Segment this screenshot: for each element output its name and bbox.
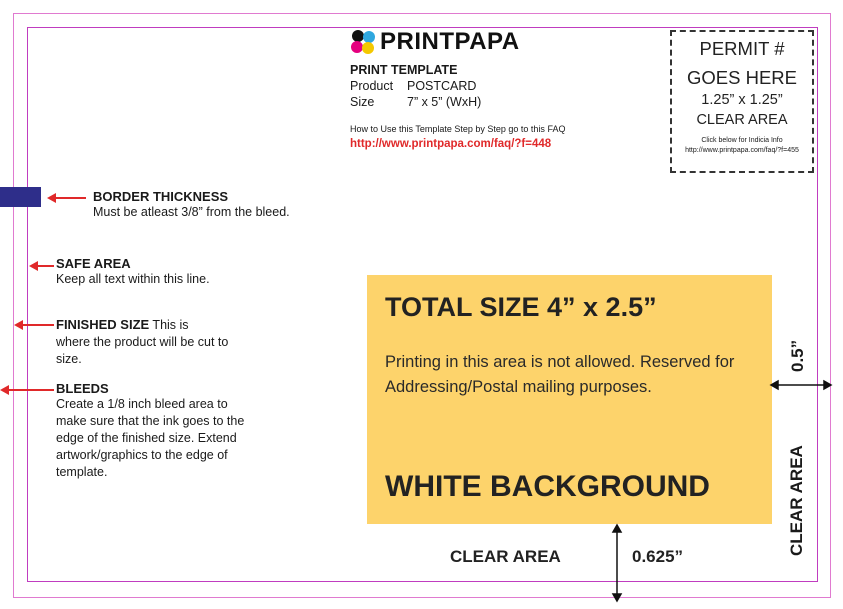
howto-text: How to Use this Template Step by Step go to this FAQ xyxy=(350,124,566,134)
right-measure: 0.5” xyxy=(788,339,807,372)
faq-link[interactable]: http://www.printpapa.com/faq/?f=448 xyxy=(350,138,552,150)
bleeds-title: BLEEDS xyxy=(56,381,109,396)
product-label: Product xyxy=(350,79,394,93)
permit-line4: CLEAR AREA xyxy=(696,112,788,128)
right-arrow-left xyxy=(771,381,778,389)
white-background-label: WHITE BACKGROUND xyxy=(385,470,710,503)
permit-line3: 1.25” x 1.25” xyxy=(701,92,783,108)
print-template-title: PRINT TEMPLATE xyxy=(350,63,458,77)
address-area-text: Printing in this area is not allowed. Reserved for Addressing/Postal mailing purposes. xyxy=(385,353,735,396)
permit-line1: PERMIT # xyxy=(699,38,785,59)
bleeds-text: Create a 1/8 inch bleed area to make sure that the ink goes to the edge of the finished size. Extend artwork/graphics to the edge of template. xyxy=(56,397,245,479)
border-title: BORDER THICKNESS xyxy=(93,189,229,204)
clear-area-bottom: CLEAR AREA xyxy=(450,547,561,566)
permit-note: Click below for Indicia Info xyxy=(701,137,783,144)
finished-title: FINISHED SIZE xyxy=(56,317,150,332)
logo-text: PRINTPAPA xyxy=(380,28,520,55)
bottom-arrow-down xyxy=(613,594,621,601)
clear-area-right: CLEAR AREA xyxy=(787,445,806,556)
permit-url[interactable]: http://www.printpapa.com/faq/?f=455 xyxy=(685,147,799,154)
address-area-title: TOTAL SIZE 4” x 2.5” xyxy=(385,292,657,322)
right-arrow-right xyxy=(824,381,831,389)
bottom-arrow-up xyxy=(613,525,621,532)
finished-text: where the product will be cut to size. xyxy=(56,335,229,366)
safe-title: SAFE AREA xyxy=(56,256,131,271)
safe-text: Keep all text within this line. xyxy=(56,272,210,286)
product-value: POSTCARD xyxy=(407,79,477,93)
finished-inline: This is xyxy=(149,318,189,332)
size-value: 7” x 5” (WxH) xyxy=(407,95,482,109)
size-label: Size xyxy=(350,95,375,109)
border-text: Must be atleast 3/8” from the bleed. xyxy=(93,205,290,219)
bottom-measure: 0.625” xyxy=(632,547,684,566)
permit-line2: GOES HERE xyxy=(687,67,797,88)
